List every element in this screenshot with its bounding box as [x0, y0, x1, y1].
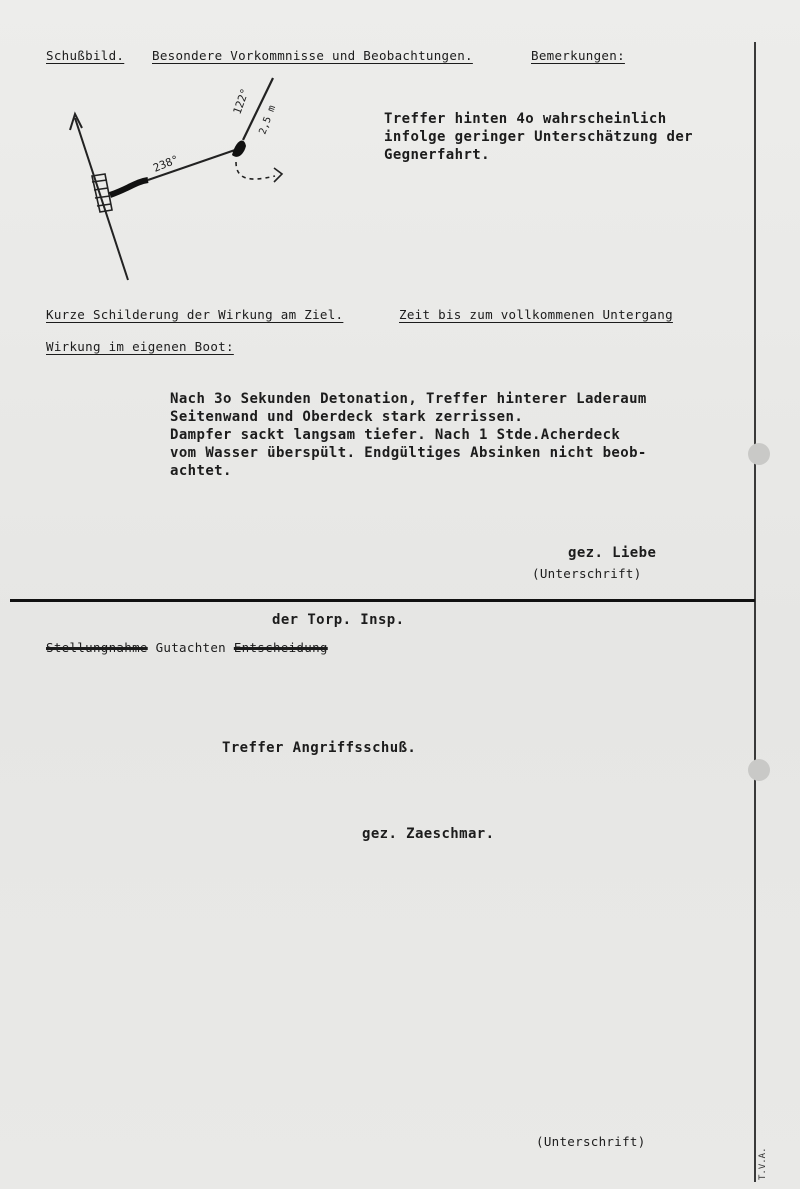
right-margin-line [754, 42, 756, 1182]
punch-hole-bottom [748, 759, 770, 781]
signature-liebe: gez. Liebe [568, 545, 657, 561]
remarks-line-3: Gegnerfahrt. [384, 147, 490, 163]
section-divider [10, 599, 755, 602]
kurze-schilderung-label: Kurze Schilderung der Wirkung am Ziel. [46, 307, 344, 322]
signature-zaeschmar: gez. Zaeschmar. [362, 826, 495, 842]
bemerkungen-label: Bemerkungen: [531, 48, 625, 63]
effect-line-1: Nach 3o Sekunden Detonation, Treffer hinterer Laderaum [170, 391, 647, 407]
unterschrift-label-2: (Unterschrift) [536, 1134, 646, 1149]
effect-block [170, 390, 647, 480]
schussbild-label: Schußbild. [46, 48, 125, 63]
sketch-angle-238: 238° [151, 152, 181, 175]
effect-line-3: Dampfer sackt langsam tiefer. Nach 1 Stde.Acherdeck [170, 427, 621, 443]
crossed-entscheidung: Entscheidung [233, 640, 328, 655]
punch-hole-top [748, 443, 770, 465]
zeit-untergang-label: Zeit bis zum vollkommenen Untergang [399, 307, 673, 322]
remarks-line-2: infolge geringer Unterschätzung der [384, 129, 694, 145]
sketch-angle-122: 122° [230, 86, 252, 117]
unterschrift-label-1: (Unterschrift) [532, 566, 642, 581]
remarks-line-1: Treffer hinten 4o wahrscheinlich [384, 111, 667, 127]
insp-title: der Torp. Insp. [272, 612, 405, 628]
shot-sketch [60, 70, 320, 290]
insp-heading-row [46, 640, 328, 655]
effect-line-2: Seitenwand und Oberdeck stark zerrissen. [170, 409, 524, 425]
margin-mark: T.V.A. [758, 1147, 768, 1180]
insp-verdict: Treffer Angriffsschuß. [222, 740, 417, 756]
crossed-stellungnahme: Stellungnahme [46, 640, 148, 655]
remarks-block [384, 110, 693, 164]
effect-line-5: achtet. [170, 463, 232, 479]
wirkung-label: Wirkung im eigenen Boot: [46, 339, 234, 354]
sketch-distance: 2,5 m [257, 103, 279, 137]
effect-line-4: vom Wasser überspült. Endgültiges Absinken nicht beob- [170, 445, 647, 461]
gutachten-label: Gutachten [155, 640, 226, 655]
besondere-label: Besondere Vorkommnisse und Beobachtungen. [152, 48, 473, 63]
